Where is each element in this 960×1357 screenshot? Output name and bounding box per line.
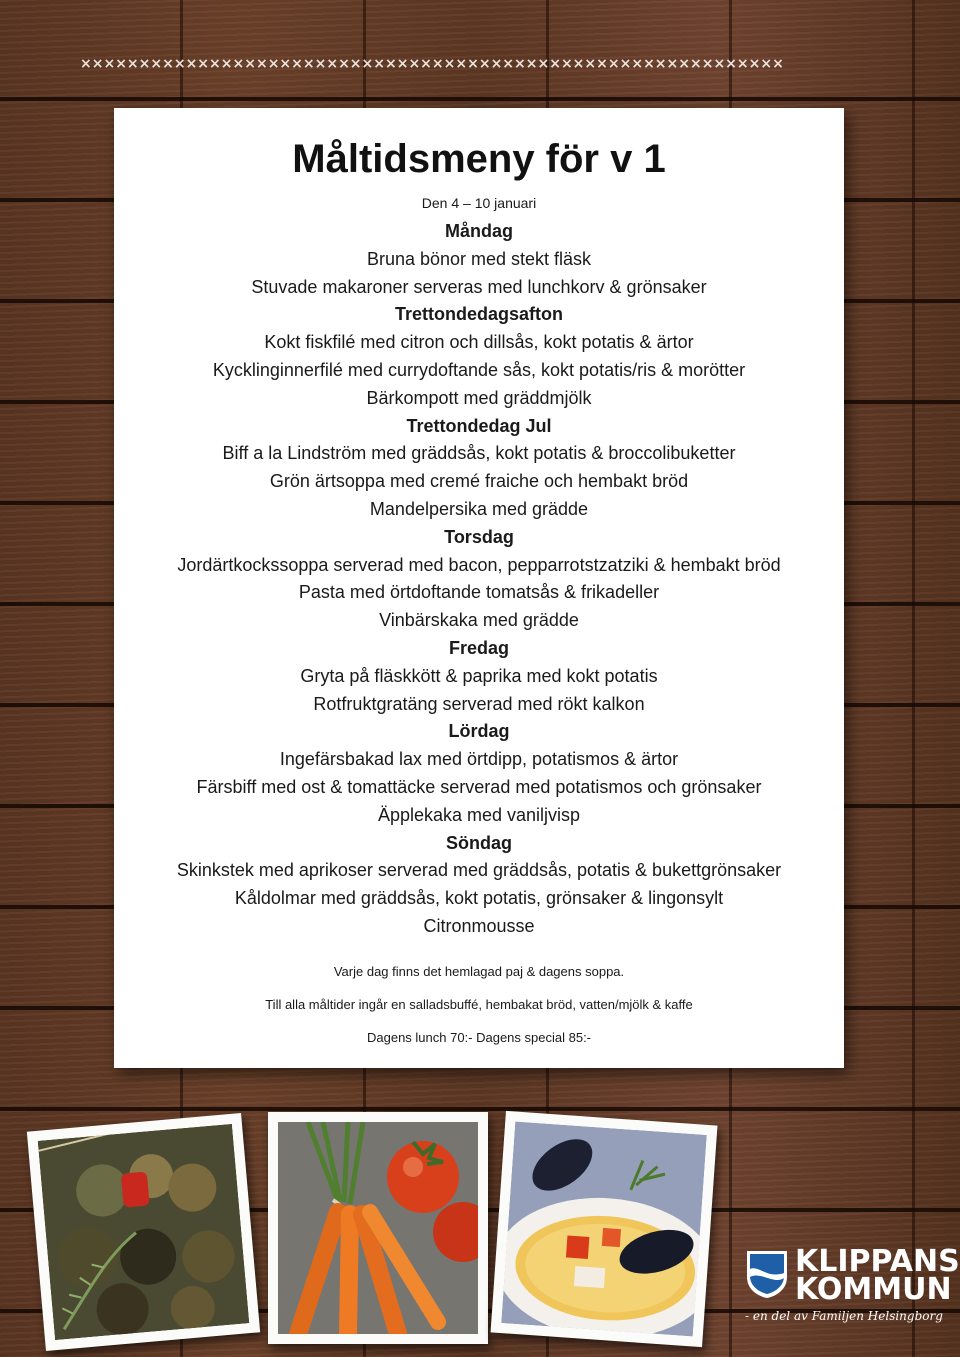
day-heading: Trettondedagsafton (394, 304, 563, 325)
dish-item: Stuvade makaroner serveras med lunchkorv & grönsaker (251, 276, 707, 297)
day-heading: Trettondedag Jul (406, 415, 552, 436)
day-heading: Torsdag (444, 526, 514, 547)
note-included-items: Till alla måltider ingår en salladsbuffé, hembakat bröd, vatten/mjölk & kaffe (265, 996, 693, 1012)
weekly-menu (114, 218, 844, 941)
dish-item: Skinkstek med aprikoser serverad med gräddsås, potatis & bukettgrönsaker (176, 860, 782, 881)
dish-item: Pasta med örtdoftande tomatsås & frikadeller (298, 582, 660, 603)
stitched-border: ×××××××××××××××××××××××××××××××××××××××××××××××××××××××××××× (80, 56, 784, 72)
note-prices: Dagens lunch 70:- Dagens special 85:- (366, 1029, 592, 1045)
dish-item: Vinbärskaka med grädde (379, 610, 579, 631)
dish-item: Ingefärsbakad lax med örtdipp, potatismos & ärtor (279, 749, 679, 770)
klippans-kommun-logo (745, 1244, 960, 1335)
dish-item: Grön ärtsoppa med cremé fraiche och hembakt bröd (269, 471, 689, 492)
municipal-shield-icon (745, 1249, 789, 1299)
logo-line-1: KLIPPANS (795, 1244, 960, 1279)
menu-notes (114, 963, 844, 1046)
skewer-illustration (38, 1124, 250, 1340)
dish-item: Jordärtkockssoppa serverad med bacon, pepparrotstzatziki & hembakt bröd (177, 554, 781, 575)
carrots-tomatoes-image (278, 1122, 478, 1334)
day-heading: Söndag (446, 832, 512, 853)
dish-item: Bruna bönor med stekt fläsk (366, 248, 592, 269)
dish-item: Citronmousse (423, 915, 535, 936)
dish-item: Färsbiff med ost & tomattäcke serverad med potatismos och grönsaker (196, 776, 762, 797)
soup-illustration (501, 1122, 707, 1337)
day-heading: Lördag (448, 721, 510, 742)
day-heading: Fredag (448, 637, 509, 658)
dish-item: Kokt fiskfilé med citron och dillsås, kokt potatis & ärtor (264, 332, 694, 353)
note-daily-pie-soup: Varje dag finns det hemlagad paj & dagens soppa. (333, 963, 625, 979)
dish-item: Gryta på fläskkött & paprika med kokt potatis (300, 665, 658, 686)
grilled-skewers-photo (27, 1113, 260, 1351)
mussel-soup-image (501, 1122, 707, 1337)
dish-item: Rotfruktgratäng serverad med rökt kalkon (313, 693, 645, 714)
vegetables-illustration (278, 1122, 478, 1334)
dish-item: Kåldolmar med gräddsås, kokt potatis, grönsaker & lingonsylt (234, 888, 724, 909)
dish-item: Mandelpersika med grädde (369, 498, 589, 519)
grilled-skewers-image (38, 1124, 250, 1340)
day-heading: Måndag (444, 221, 513, 241)
menu-sheet (114, 108, 844, 1068)
logo-line-2: KOMMUN (795, 1272, 952, 1307)
dish-item: Biff a la Lindström med gräddsås, kokt potatis & broccolibuketter (222, 443, 736, 464)
dish-item: Äpplekaka med vaniljvisp (377, 804, 581, 825)
mussel-soup-photo (491, 1111, 718, 1347)
dish-item: Kycklinginnerfilé med currydoftande sås, kokt potatis/ris & morötter (212, 359, 746, 380)
date-range: Den 4 – 10 januari (421, 195, 537, 211)
dish-item: Bärkompott med gräddmjölk (366, 387, 592, 408)
page-title: Måltidsmeny för v 1 (292, 137, 666, 181)
carrots-tomatoes-photo (268, 1112, 488, 1344)
logo-tagline: - en del av Familjen Helsingborg (745, 1309, 943, 1323)
